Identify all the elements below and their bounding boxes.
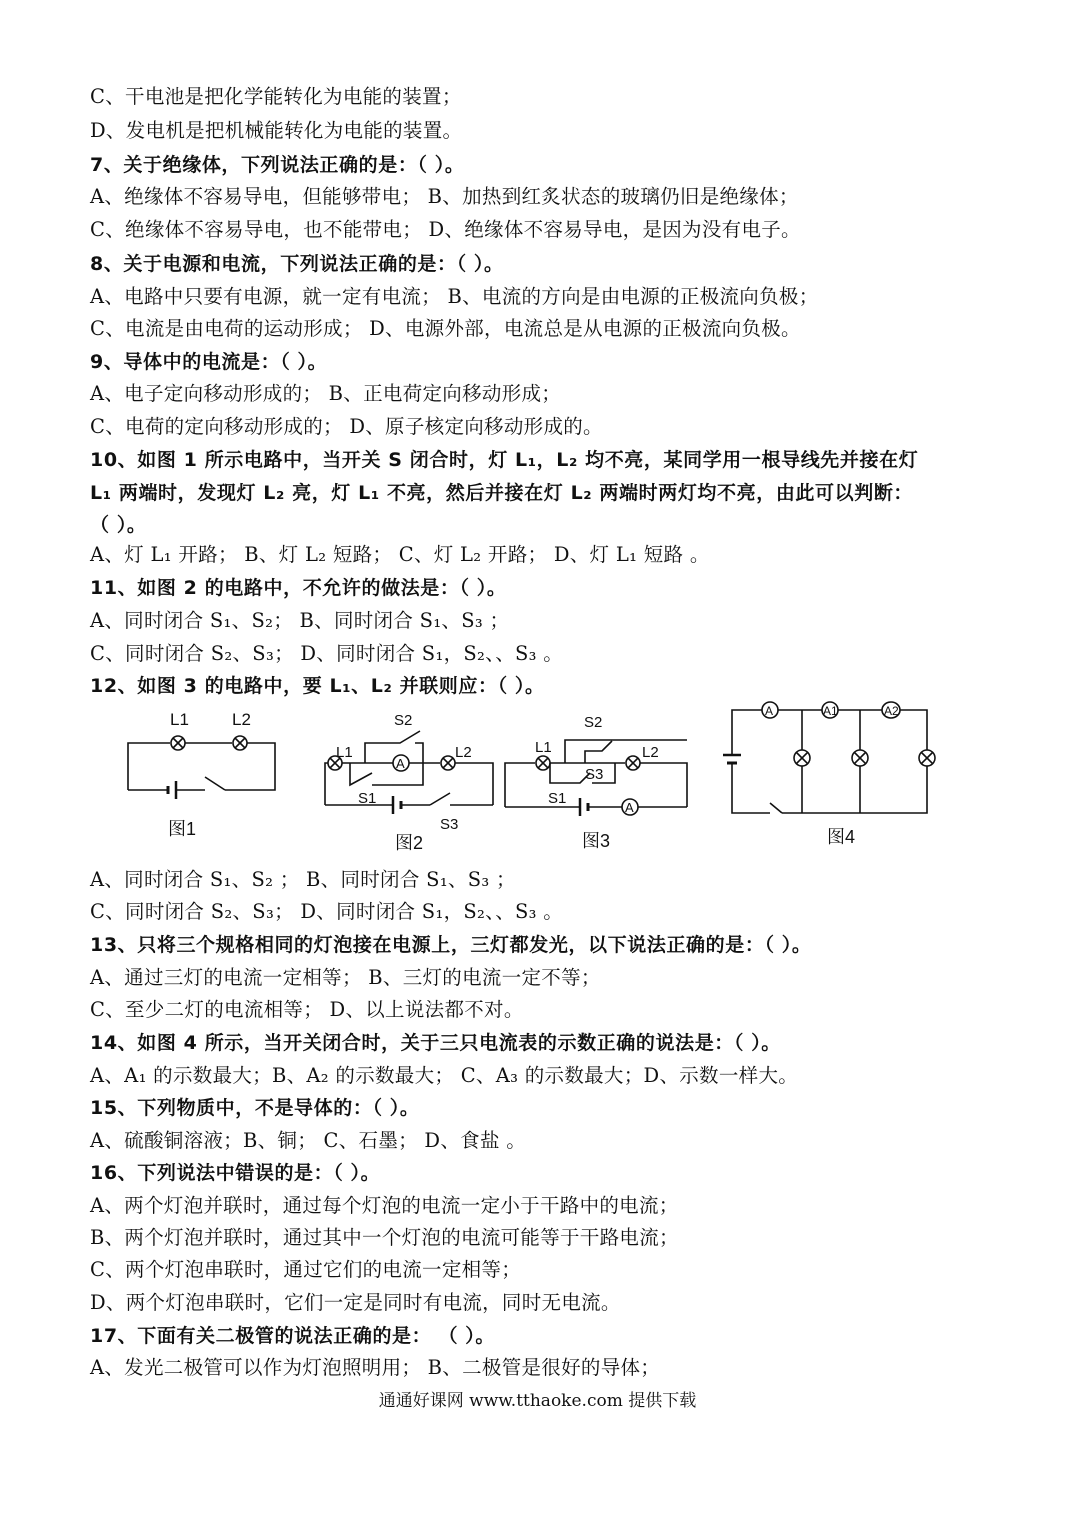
fig4-a1-label: A1 [823, 704, 838, 718]
fig4-a2-label: A2 [884, 704, 899, 718]
fig2-ammeter-label: A [396, 756, 405, 771]
option-line: D、两个灯泡串联时，它们一定是同时有电流，同时无电流。 [90, 1291, 621, 1314]
option-line: C、至少二灯的电流相等； D、以上说法都不对。 [90, 998, 524, 1021]
option-line: A、同时闭合 S₁、S₂ ； B、同时闭合 S₁、S₃ ； [90, 868, 516, 891]
question-7: 7、关于绝缘体，下列说法正确的是：（ ）。 [90, 154, 465, 176]
fig3-l1-label: L1 [535, 739, 552, 756]
question-12: 12、如图 3 的电路中，要 L₁、L₂ 并联则应：（ ）。 [90, 675, 545, 697]
option-line: C、电荷的定向移动形成的； D、原子核定向移动形成的。 [90, 415, 603, 438]
option-line: C、绝缘体不容易导电，也不能带电； D、绝缘体不容易导电，是因为没有电子。 [90, 218, 801, 241]
fig2-l1-label: L1 [336, 744, 353, 761]
option-line: C、两个灯泡串联时，通过它们的电流一定相等； [90, 1258, 522, 1281]
text-line: C、干电池是把化学能转化为电能的装置； [90, 85, 462, 108]
figure-4-circuit [723, 702, 935, 813]
option-line: A、A₁ 的示数最大；B、A₂ 的示数最大； C、A₃ 的示数最大；D、示数一样大。 [90, 1064, 799, 1087]
option-line: A、电子定向移动形成的； B、正电荷定向移动形成； [90, 382, 562, 405]
text-line: D、发电机是把机械能转化为电能的装置。 [90, 119, 463, 142]
page-footer: 通通好课网 www.tthaoke.com 提供下载 [378, 1391, 697, 1411]
fig2-caption: 图2 [395, 833, 424, 853]
fig3-s1-label: S1 [548, 790, 567, 807]
option-line: A、两个灯泡并联时，通过每个灯泡的电流一定小于干路中的电流； [90, 1194, 679, 1217]
fig3-l2-label: L2 [642, 744, 659, 761]
option-line: C、同时闭合 S₂、S₃； D、同时闭合 S₁，S₂、、S₃ 。 [90, 900, 564, 923]
fig2-s3-label: S3 [440, 816, 459, 833]
question-9: 9、导体中的电流是：（ ）。 [90, 351, 328, 373]
question-13: 13、只将三个规格相同的灯泡接在电源上，三灯都发光，以下说法正确的是：（ ）。 [90, 934, 812, 956]
question-10: 10、如图 1 所示电路中，当开关 S 闭合时，灯 L₁，L₂ 均不亮，某同学用一根导线先并接在灯 [90, 449, 919, 471]
fig4-caption: 图4 [827, 827, 856, 847]
option-line: A、同时闭合 S₁、S₂； B、同时闭合 S₁、S₃ ； [90, 609, 510, 632]
option-line: A、绝缘体不容易导电，但能够带电； B、加热到红炙状态的玻璃仍旧是绝缘体； [90, 185, 799, 208]
question-11: 11、如图 2 的电路中，不允许的做法是：（ ）。 [90, 577, 507, 599]
fig3-s3-label: S3 [585, 766, 604, 783]
option-line: A、发光二极管可以作为灯泡照明用； B、二极管是很好的导体； [90, 1356, 661, 1379]
option-line: C、电流是由电荷的运动形成； D、电源外部，电流总是从电源的正极流向负极。 [90, 317, 801, 340]
fig3-caption: 图3 [582, 831, 611, 851]
question-17: 17、下面有关二极管的说法正确的是： （ ）。 [90, 1325, 495, 1347]
question-10-blank: （ ）。 [90, 514, 147, 536]
fig1-l2-label: L2 [232, 710, 251, 729]
figure-1-circuit [128, 736, 275, 799]
question-15: 15、下列物质中，不是导体的：（ ）。 [90, 1097, 420, 1119]
fig3-ammeter-label: A [625, 800, 634, 815]
fig2-s1-label: S1 [358, 790, 377, 807]
fig3-s2-label: S2 [584, 714, 603, 731]
option-line: B、两个灯泡并联时，通过其中一个灯泡的电流可能等于干路电流； [90, 1226, 679, 1249]
option-line: A、电路中只要有电源，就一定有电流； B、电流的方向是由电源的正极流向负极； [90, 285, 819, 308]
option-line: A、硫酸铜溶液；B、铜； C、石墨； D、食盐 。 [90, 1129, 527, 1152]
fig2-s2-label: S2 [394, 712, 413, 729]
fig1-l1-label: L1 [170, 710, 189, 729]
fig2-l2-label: L2 [455, 744, 472, 761]
question-16: 16、下列说法中错误的是：（ ）。 [90, 1162, 381, 1184]
fig4-a-label: A [765, 704, 774, 718]
question-8: 8、关于电源和电流，下列说法正确的是：（ ）。 [90, 253, 504, 275]
option-line: A、通过三灯的电流一定相等； B、三灯的电流一定不等； [90, 966, 601, 989]
option-line: C、同时闭合 S₂、S₃； D、同时闭合 S₁，S₂、、S₃ 。 [90, 642, 564, 665]
option-line: A、灯 L₁ 开路； B、灯 L₂ 短路； C、灯 L₂ 开路； D、灯 L₁ 短路 。 [90, 543, 710, 566]
fig1-caption: 图1 [168, 819, 197, 839]
circuit-figures [110, 695, 970, 865]
question-14: 14、如图 4 所示，当开关闭合时，关于三只电流表的示数正确的说法是：（ ）。 [90, 1032, 781, 1054]
question-10-cont: L₁ 两端时，发现灯 L₂ 亮，灯 L₁ 不亮，然后并接在灯 L₂ 两端时两灯均不亮，由此可以判断： [90, 482, 914, 504]
